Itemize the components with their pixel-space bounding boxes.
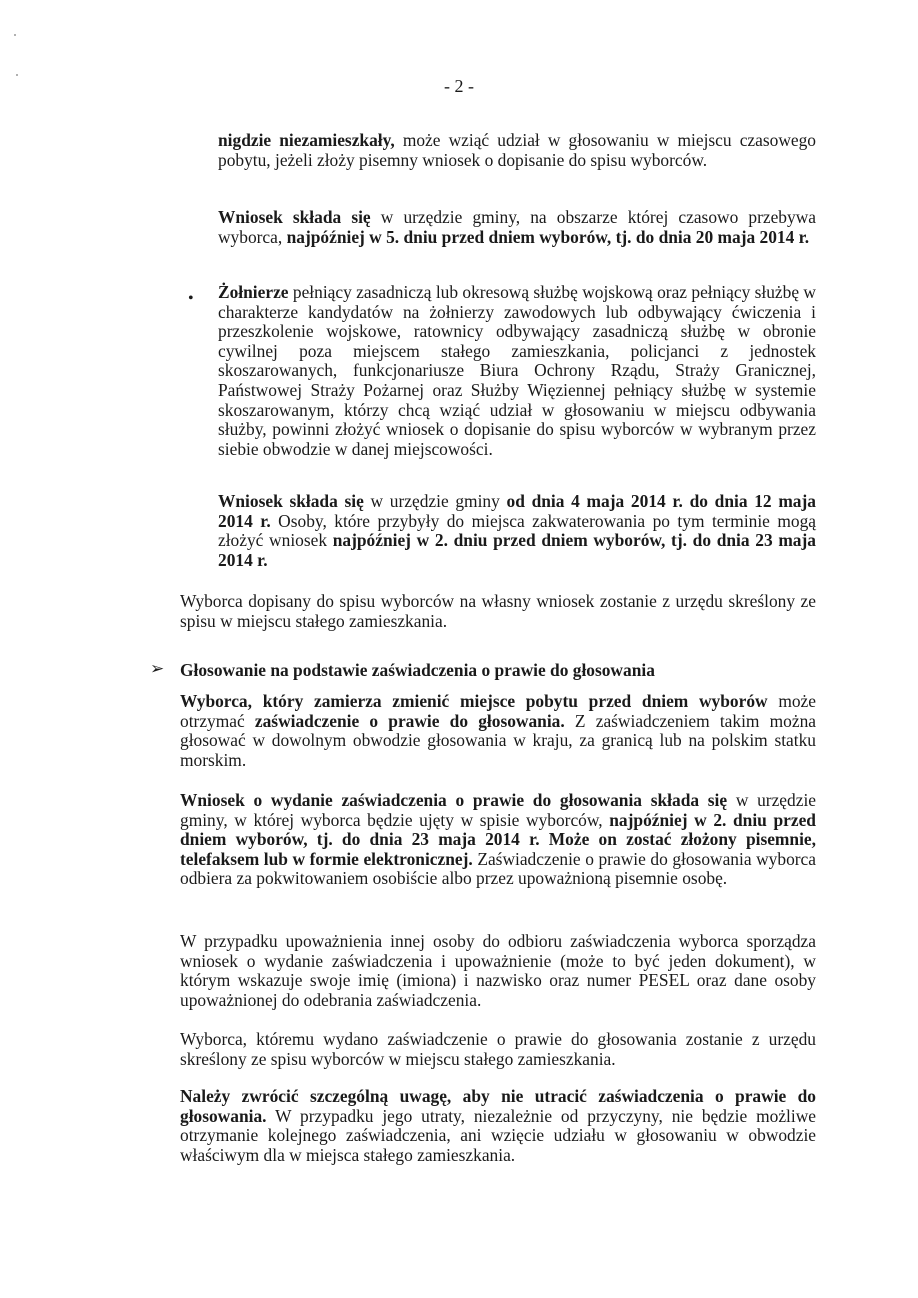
paragraph-soldiers — [218, 283, 816, 459]
bold-text: najpóźniej w 2. dniu przed dniem wyborów, tj. do dnia 23 maja 2014 r. Może on zostać złożony pisemnie, telefaksem lub w formie elektronicznej. — [180, 809, 816, 869]
paragraph-warning — [180, 1087, 816, 1165]
text: pełniący zasadniczą lub okresową służbę wojskową oraz pełniący służbę w charakterze kandydatów na żołnierzy zawodowych lub odbywający ćwiczenia i przeszkolenie wojskowe, ratownicy odbywający zasadniczą służbę w obronie cywilnej poza miejscem stałego zamieszkania, policjanci z jednostek skoszarowanych, funkcjonariusze Biura Ochrony Rządu, Straży Granicznej, Państwowej Straży Pożarnej oraz Służby Więziennej pełniący służbę w systemie skoszarowanym, którzy chcą wziąć udział w głosowaniu w miejscu odbywania służby, powinni złożyć wniosek o dopisanie do spisu wyborców w wybranym przez siebie obwodzie w danej miejscowości. — [218, 282, 816, 459]
paragraph-soldiers-deadline — [218, 492, 816, 570]
bullet-icon: • — [188, 290, 194, 307]
paragraph-certificate-removal: Wyborca, któremu wydano zaświadczenie o prawie do głosowania zostanie z urzędu skreślony ze spisu wyborców w miejscu stałego zamieszkania. — [180, 1029, 816, 1069]
bold-text: od dnia 4 maja 2014 r. do dnia 12 maja 2014 r. — [218, 491, 816, 531]
bold-text: Wniosek składa się — [218, 491, 364, 511]
paragraph-removal-from-register: Wyborca dopisany do spisu wyborców na własny wniosek zostanie z urzędu skreślony ze spisu w miejscu stałego zamieszkania. — [180, 591, 816, 631]
bold-text: najpóźniej w 5. dniu przed dniem wyborów, tj. do dnia 20 maja 2014 r. — [286, 226, 810, 247]
text: Osoby, które przybyły do miejsca zakwaterowania po tym terminie mogą złożyć wniosek — [218, 510, 816, 551]
text: w urzędzie gminy, na obszarze której czasowo przebywa wyborca, — [218, 207, 816, 247]
bold-text: Należy zwrócić szczególną uwagę, aby nie utracić zaświadczenia o prawie do głosowania. — [180, 1086, 816, 1126]
text: Z zaświadczeniem takim można głosować w dowolnym obwodzie głosowania w kraju, za granicą lub na polskim statku morskim. — [180, 710, 816, 770]
text: W przypadku jego utraty, niezależnie od przyczyny, nie będzie możliwe otrzymanie kolejnego zaświadczenia, ani wzięcie udziału w głosowaniu w obwodzie właściwym dla w miejsca stałego zamieszkania. — [180, 1105, 816, 1165]
text: Zaświadczenie o prawie do głosowania wyborca odbiera za pokwitowaniem osobiście albo przez upoważnioną pisemnie osobę. — [180, 848, 816, 889]
bold-text: Wniosek o wydanie zaświadczenia o prawie do głosowania składa się — [180, 790, 728, 810]
text: może wziąć udział w głosowaniu w miejscu czasowego pobytu, jeżeli złoży pisemny wniosek o dopisanie do spisu wyborców. — [218, 130, 816, 170]
paragraph-certificate-application — [180, 791, 816, 889]
bold-text: najpóźniej w 2. dniu przed dniem wyborów, tj. do dnia 23 maja 2014 r. — [218, 530, 816, 570]
paragraph-temporary-residence — [218, 131, 816, 170]
arrow-bullet-icon: ➢ — [150, 659, 165, 678]
bold-text: Wniosek składa się — [218, 207, 371, 227]
bold-text: zaświadczenie o prawie do głosowania. — [254, 710, 565, 731]
text: w urzędzie gminy, w której wyborca będzie ujęty w spisie wyborców, — [180, 790, 816, 830]
text: może otrzymać — [180, 691, 816, 731]
bold-text: Wyborca, który zamierza zmienić miejsce pobytu przed dniem wyborów — [180, 691, 768, 711]
text: w urzędzie gminy — [363, 491, 507, 511]
page-number: - 2 - — [444, 76, 474, 96]
bold-text: Żołnierze — [218, 282, 289, 302]
paragraph-authorization: W przypadku upoważnienia innej osoby do odbioru zaświadczenia wyborca sporządza wniosek o wydanie zaświadczenia i upoważnienie (może to być jeden dokument), w którym wskazuje swoje imię (imiona) i nazwisko oraz numer PESEL oraz dane osoby upoważnionej do odebrania zaświadczenia. — [180, 931, 816, 1010]
paragraph-certificate-intro — [180, 692, 816, 770]
section-heading: Głosowanie na podstawie zaświadczenia o prawie do głosowania — [180, 660, 655, 680]
scan-speck — [14, 34, 16, 36]
paragraph-application-deadline — [218, 208, 816, 247]
bold-text: nigdzie niezamieszkały, — [218, 130, 395, 150]
